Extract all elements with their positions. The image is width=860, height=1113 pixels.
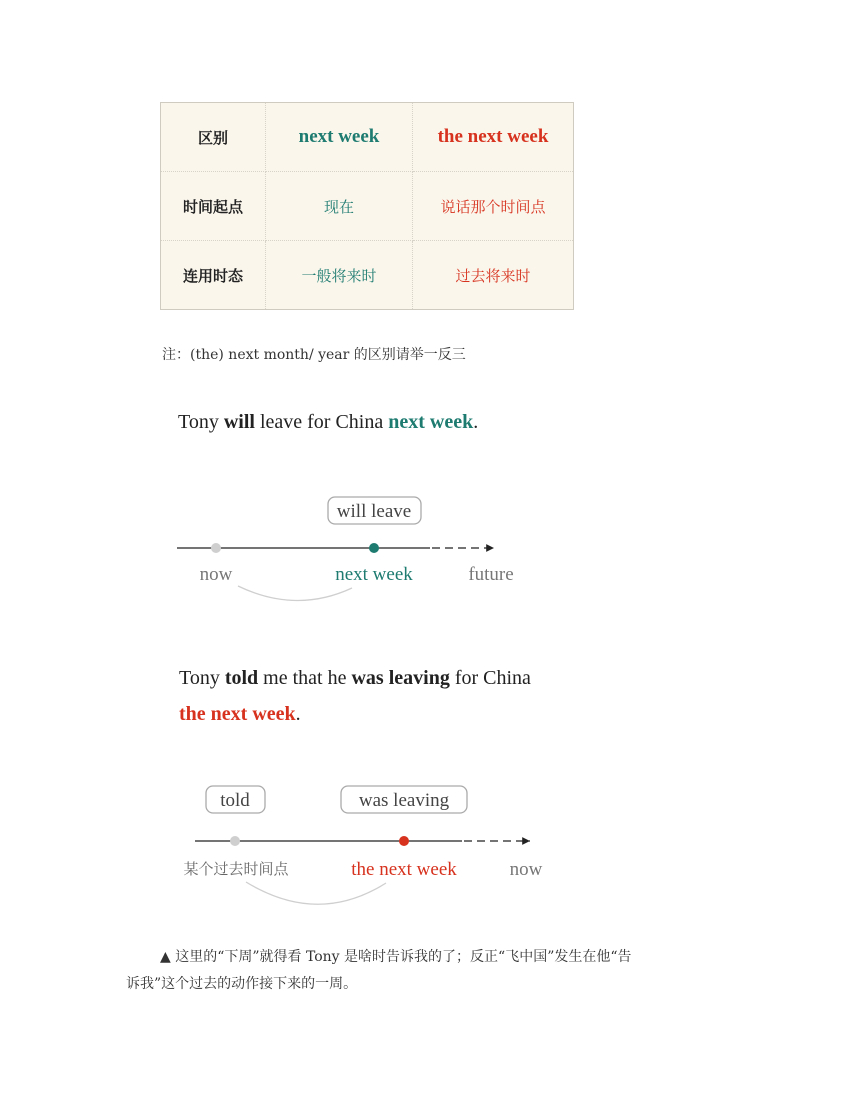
tense-box-label: was leaving <box>358 790 450 811</box>
sentence-text: . <box>295 703 301 725</box>
sentence-bold: was leaving <box>351 667 450 689</box>
sentence-text: leave for China <box>254 411 389 433</box>
timeline-1 <box>177 497 514 601</box>
table-cell: 说话那个时间点 <box>413 172 574 241</box>
span-arc <box>246 882 386 904</box>
sentence-text: . <box>473 411 479 433</box>
sentence-bold: told <box>224 667 259 689</box>
table-row-label: 时间起点 <box>161 172 266 241</box>
caption-line: ▲ 这里的“下周”就得看 Tony 是啥时告诉我的了；反正“飞中国”发生在他“告 <box>160 949 632 965</box>
sentence-text: for China <box>449 667 531 689</box>
timeline-label-left: 某个过去时间点 <box>183 860 289 878</box>
caption-line: 诉我”这个过去的动作接下来的一周。 <box>126 976 358 992</box>
table-header-cell: 区别 <box>161 103 266 172</box>
caption <box>126 944 726 998</box>
sentence-highlight: the next week <box>179 703 296 725</box>
sentence-text: me that he <box>258 667 352 689</box>
table-header-cell: next week <box>266 103 413 172</box>
timeline-label-mid: the next week <box>351 859 457 880</box>
timeline-label-left: now <box>199 564 233 585</box>
timeline-label-right: future <box>468 564 514 585</box>
timeline-label-right: now <box>509 859 543 880</box>
timeline-2 <box>183 786 542 904</box>
table-cell: 过去将来时 <box>413 241 574 310</box>
sentence-highlight: next week <box>388 411 474 433</box>
note-text: 注：(the) next month/ year 的区别请举一反三 <box>162 347 466 363</box>
example-sentence-2 <box>179 667 531 690</box>
span-arc <box>238 586 352 601</box>
past-point <box>230 836 240 846</box>
tense-box-label: will leave <box>336 501 412 522</box>
table-cell: 现在 <box>266 172 413 241</box>
the-next-week-point <box>399 836 409 846</box>
sentence-text: Tony <box>178 411 224 433</box>
sentence-text: Tony <box>179 667 225 689</box>
tense-box-label: told <box>220 790 250 811</box>
next-week-point <box>369 543 379 553</box>
table-row-label: 连用时态 <box>161 241 266 310</box>
table-cell: 一般将来时 <box>266 241 413 310</box>
sentence-bold: will <box>223 411 255 433</box>
example-sentence-2-line2 <box>179 703 301 726</box>
table-header-cell: the next week <box>413 103 574 172</box>
now-point <box>211 543 221 553</box>
timeline-label-mid: next week <box>335 564 413 585</box>
